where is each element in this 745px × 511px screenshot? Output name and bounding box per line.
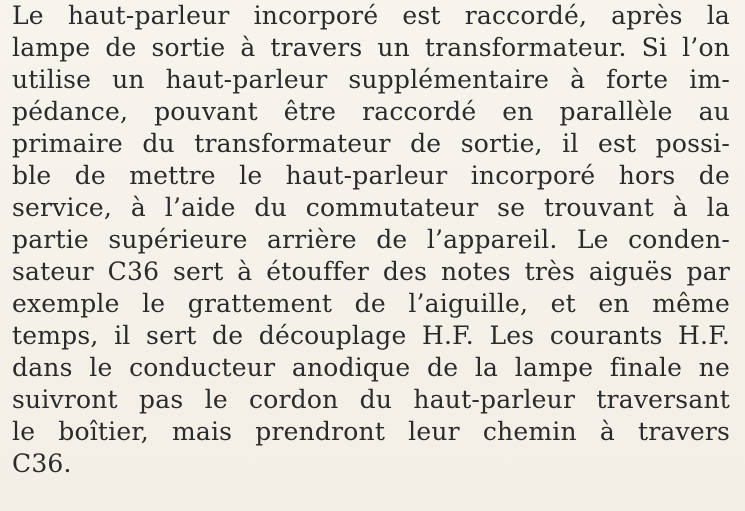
text-line-7: service, à l’aide du commutateur se trouvant à la: [12, 193, 730, 222]
text-line-6: ble de mettre le haut-parleur incorporé hors de: [12, 161, 730, 190]
text-line-10: exemple le grattement de l’aiguille, et en même: [12, 289, 730, 318]
paragraph: [12, 0, 730, 480]
text-line-2: lampe de sortie à travers un transformateur. Si l’on: [12, 33, 730, 62]
text-line-13: suivront pas le cordon du haut-parleur traversant: [12, 385, 730, 414]
text-line-4: pédance, pouvant être raccordé en parallèle au: [12, 97, 730, 126]
text-line-15: C36.: [12, 449, 72, 478]
text-line-14: le boîtier, mais prendront leur chemin à travers: [12, 417, 730, 446]
text-line-12: dans le conducteur anodique de la lampe finale ne: [12, 353, 730, 382]
text-line-8: partie supérieure arrière de l’appareil. Le conden-: [12, 225, 730, 254]
text-line-5: primaire du transformateur de sortie, il est possi-: [12, 129, 730, 158]
text-line-11: temps, il sert de découplage H.F. Les courants H.F.: [12, 321, 730, 350]
text-line-9: sateur C36 sert à étouffer des notes très aiguës par: [12, 257, 730, 286]
text-line-1: Le haut-parleur incorporé est raccordé, après la: [12, 1, 730, 30]
text-line-3: utilise un haut-parleur supplémentaire à forte im-: [12, 65, 730, 94]
